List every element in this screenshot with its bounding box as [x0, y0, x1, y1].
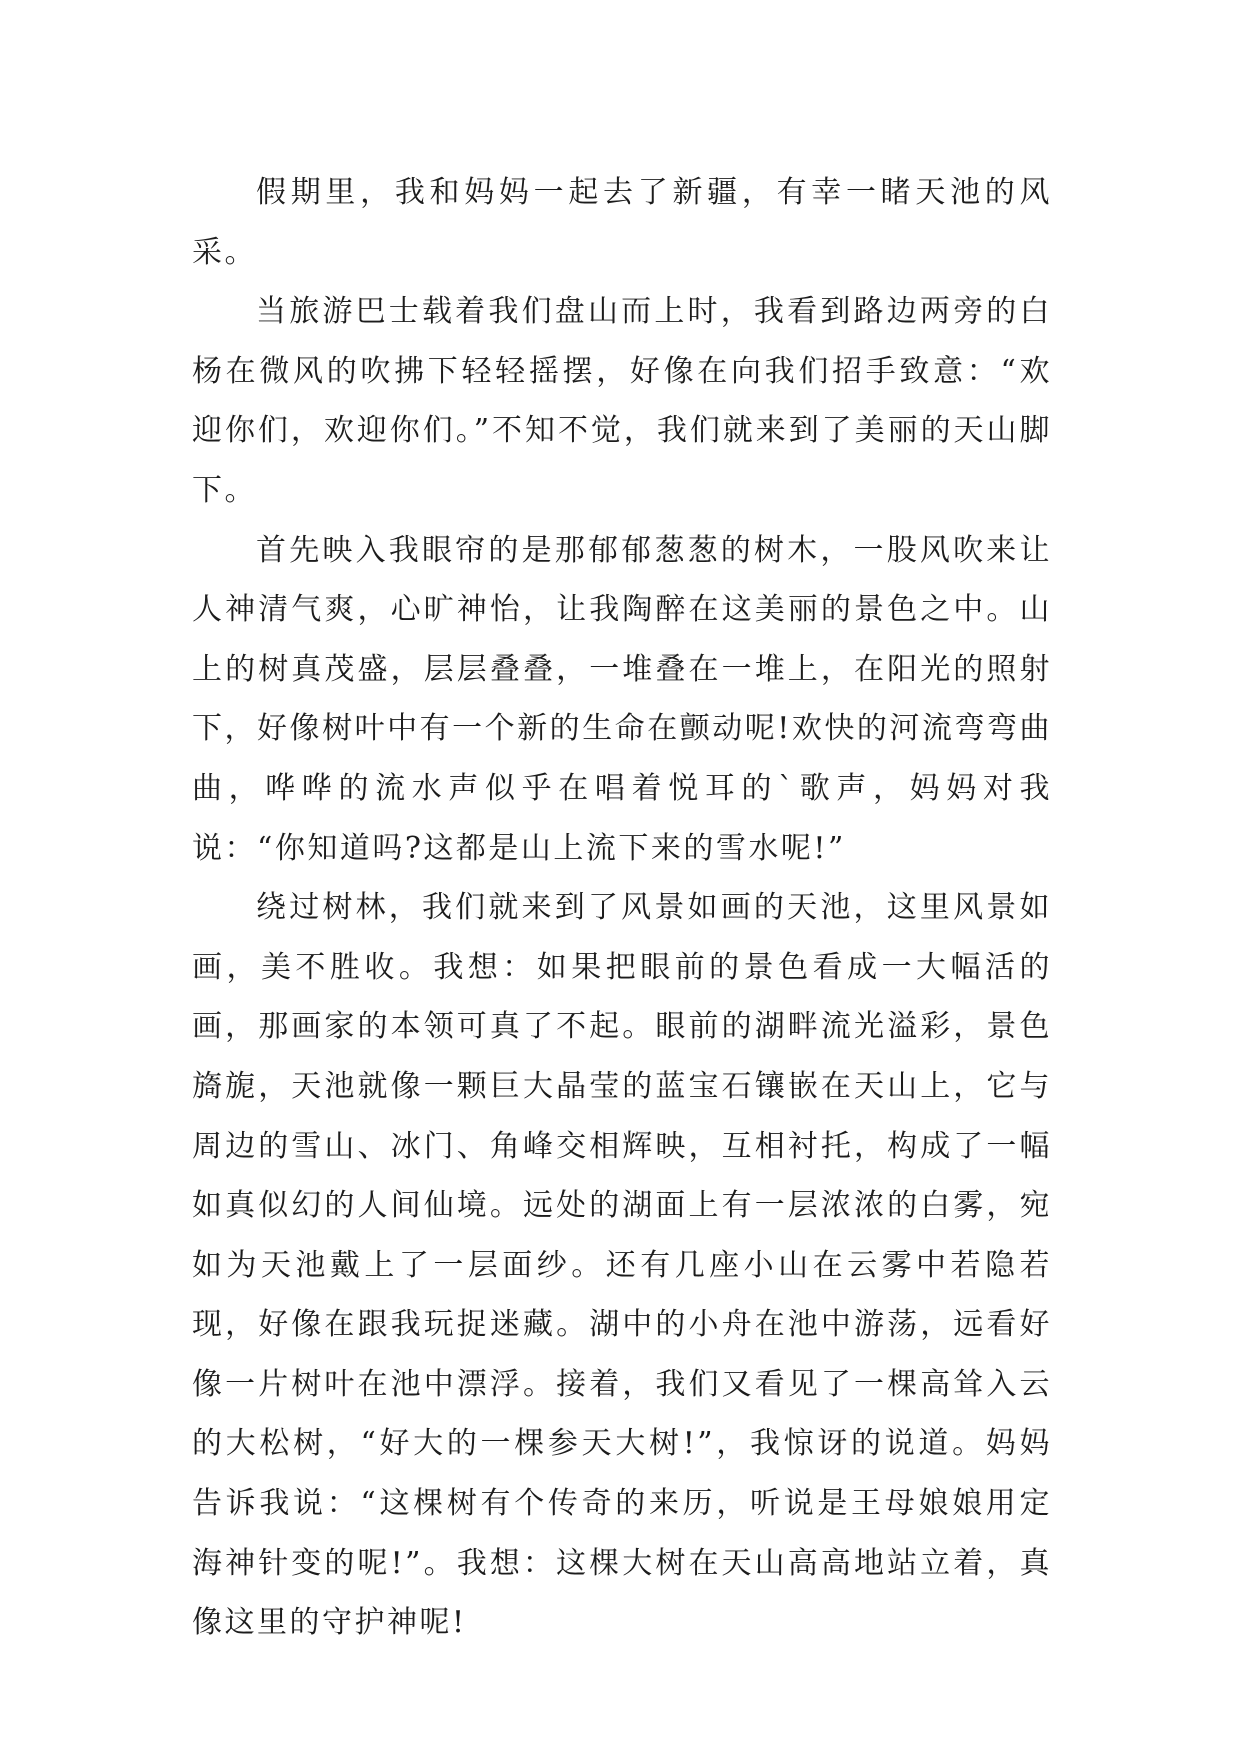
- paragraph-4: 绕过树林，我们就来到了风景如画的天池，这里风景如画，美不胜收。我想：如果把眼前的景色看成一大幅活的画，那画家的本领可真了不起。眼前的湖畔流光溢彩，景色旖旎，天池就像一颗巨大晶莹的蓝宝石镶嵌在天山上，它与周边的雪山、冰门、角峰交相辉映，互相衬托，构成了一幅如真似幻的人间仙境。远处的湖面上有一层浓浓的白雾，宛如为天池戴上了一层面纱。还有几座小山在云雾中若隐若现，好像在跟我玩捉迷藏。湖中的小舟在池中游荡，远看好像一片树叶在池中漂浮。接着，我们又看见了一棵高耸入云的大松树，“好大的一棵参天大树!”，我惊讶的说道。妈妈告诉我说：“这棵树有个传奇的来历，听说是王母娘娘用定海神针变的呢!”。我想：这棵大树在天山高高地站立着，真像这里的守护神呢!: [192, 890, 1052, 1641]
- document-body: [192, 163, 1052, 1653]
- paragraph-2: 当旅游巴士载着我们盘山而上时，我看到路边两旁的白杨在微风的吹拂下轻轻摇摆，好像在向我们招手致意：“欢迎你们，欢迎你们。”不知不觉，我们就来到了美丽的天山脚下。: [192, 294, 1052, 508]
- paragraph-3: 首先映入我眼帘的是那郁郁葱葱的树木，一股风吹来让人神清气爽，心旷神怡，让我陶醉在这美丽的景色之中。山上的树真茂盛，层层叠叠，一堆叠在一堆上，在阳光的照射下，好像树叶中有一个新的生命在颤动呢!欢快的河流弯弯曲曲，哗哗的流水声似乎在唱着悦耳的`歌声，妈妈对我说：“你知道吗?这都是山上流下来的雪水呢!”: [192, 532, 1052, 866]
- paragraph-1: 假期里，我和妈妈一起去了新疆，有幸一睹天池的风采。: [192, 175, 1052, 270]
